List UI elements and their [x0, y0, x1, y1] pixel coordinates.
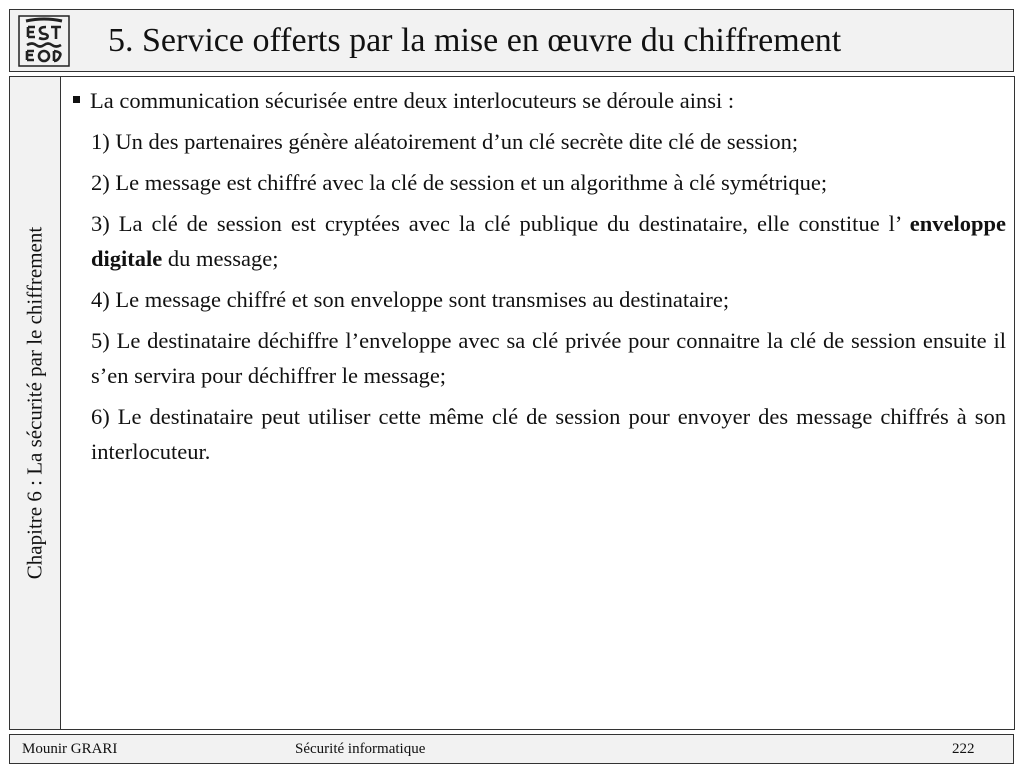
step-4: 4) Le message chiffré et son enveloppe sont transmises au destinataire;: [91, 287, 730, 312]
content-box: [60, 76, 1015, 730]
footer-author: Mounir GRARI: [22, 741, 118, 757]
step-6: 6) Le destinataire peut utiliser cette même clé de session pour envoyer des message chiffrés à son interlocuteur.: [91, 404, 1006, 464]
intro-text: La communication sécurisée entre deux interlocuteurs se déroule ainsi :: [90, 88, 735, 113]
footer-course: Sécurité informatique: [295, 741, 426, 757]
step-3-after: du message;: [162, 246, 279, 271]
square-bullet-icon: [73, 96, 80, 103]
esto-logo: [18, 15, 70, 67]
intro-paragraph: [71, 85, 1006, 116]
step-5: 5) Le destinataire déchiffre l’enveloppe avec sa clé privée pour connaitre la clé de session ensuite il s’en servira pour déchiffrer le message;: [91, 328, 1006, 388]
chapter-label: Chapitre 6 : La sécurité par le chiffrement: [22, 226, 47, 580]
step-3-bold-term: enveloppe digitale: [91, 211, 1006, 271]
footer-page-number: 222: [952, 741, 975, 757]
footer-bar: [9, 734, 1014, 764]
header-bar: [9, 9, 1014, 72]
step-2: 2) Le message est chiffré avec la clé de session et un algorithme à clé symétrique;: [91, 170, 828, 195]
slide-title: 5. Service offerts par la mise en œuvre du chiffrement: [108, 22, 842, 59]
step-3-before: 3) La clé de session est cryptées avec la clé publique du destinataire, elle constitue l’: [91, 211, 910, 236]
chapter-sidebar: [9, 76, 61, 730]
step-3: [91, 206, 1006, 276]
step-1: 1) Un des partenaires génère aléatoirement d’un clé secrète dite clé de session;: [91, 129, 799, 154]
content-body: [71, 85, 1006, 475]
